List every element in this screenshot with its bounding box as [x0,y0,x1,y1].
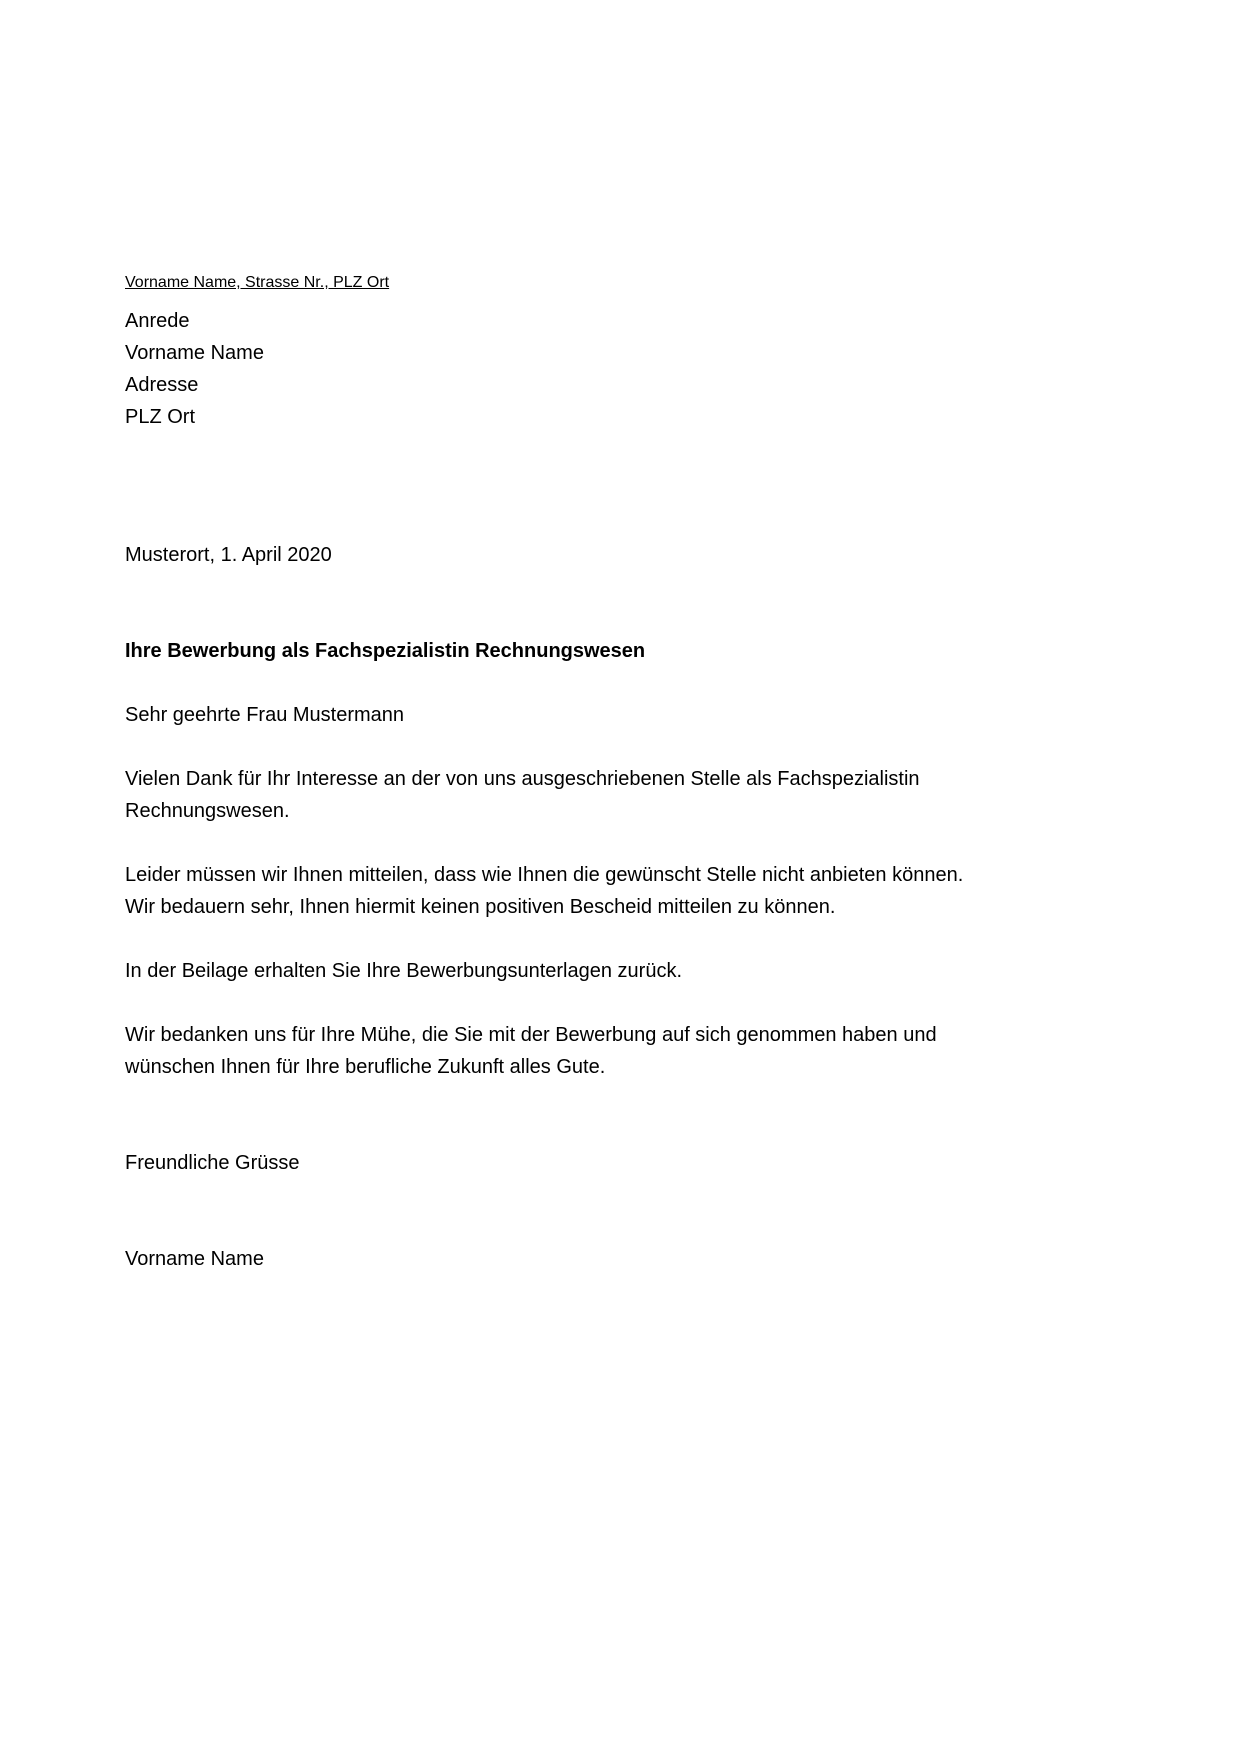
subject-line: Ihre Bewerbung als Fachspezialistin Rechnungswesen [125,640,646,662]
recipient-block [125,305,997,433]
body-paragraph-wishes: Wir bedanken uns für Ihre Mühe, die Sie mit der Bewerbung auf sich genommen haben und wünschen Ihnen für Ihre berufliche Zukunft alles Gute. [125,1024,937,1078]
body-paragraph-enclosure: In der Beilage erhalten Sie Ihre Bewerbungsunterlagen zurück. [125,960,683,982]
recipient-address: Adresse [125,374,199,396]
signature-name: Vorname Name [125,1248,264,1270]
recipient-city: PLZ Ort [125,406,196,428]
date-line: Musterort, 1. April 2020 [125,544,332,566]
body-paragraph-rejection: Leider müssen wir Ihnen mitteilen, dass wie Ihnen die gewünscht Stelle nicht anbieten können. Wir bedauern sehr, Ihnen hiermit keinen positiven Bescheid mitteilen zu können. [125,864,964,918]
recipient-salutation: Anrede [125,310,190,332]
recipient-name: Vorname Name [125,342,264,364]
body-paragraph-thanks: Vielen Dank für Ihr Interesse an der von uns ausgeschriebenen Stelle als Fachspezialistin Rechnungswesen. [125,768,920,822]
closing-line: Freundliche Grüsse [125,1152,300,1174]
greeting-line: Sehr geehrte Frau Mustermann [125,704,405,726]
sender-address-line: Vorname Name, Strasse Nr., PLZ Ort [125,274,390,291]
